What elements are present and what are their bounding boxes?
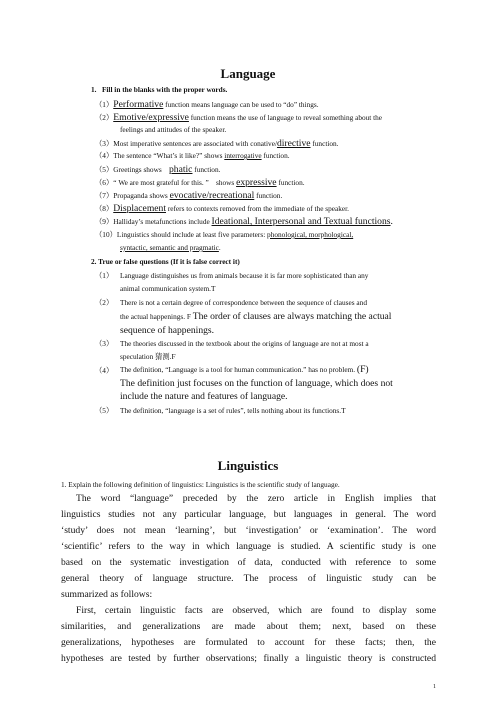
tf-item-3-line1: The theories discussed in the textbook about the origins of language are not at most a [120, 339, 369, 348]
para2-line-4: hypotheses are tested by further observations; finally a linguistic theory is constructed [61, 653, 436, 664]
fill-item-2: （2）Emotive/expressive function means the use of language to reveal something about the [95, 112, 383, 123]
tf-item-1-line2: animal communication system.T [120, 284, 216, 293]
tf-item-2-line2: the actual happenings. F The order of clauses are always matching the actual [120, 311, 392, 322]
fill-item-6: （6）“ We are most grateful for this. ” shows expressive function. [95, 177, 305, 188]
para1-line-1: The word “language” preceded by the zero article in English implies that [76, 493, 436, 504]
fill-item-3: （3）Most imperative sentences are associated with conative/directive function. [95, 138, 339, 149]
fill-item-7: （7）Propaganda shows evocative/recreational function. [95, 190, 283, 201]
tf-item-2-num: （2） [95, 298, 114, 307]
fill-item-1: （1）Performative function means language can be used to “do” things. [95, 99, 319, 110]
q2-heading: 2. True or false questions (If it is false correct it) [91, 257, 240, 266]
para2-line-2: similarities, and generalizations are made about them; next, based on these [61, 621, 436, 632]
tf-item-4-line1: The definition, “Language is a tool for human communication.” has no problem. (F) [120, 364, 369, 375]
para2-line-1: First, certain linguistic facts are observed, which are found to display some [76, 605, 436, 616]
fill-item-2-cont: feelings and attitudes of the speaker. [120, 125, 227, 134]
tf-item-5-num: （5） [95, 406, 114, 415]
page-number: 1 [433, 684, 436, 690]
tf-item-4-line2: The definition just focuses on the function of language, which does not [120, 378, 393, 389]
para1-line-2: linguistics studies not any particular language, but languages in general. The word [61, 509, 436, 520]
q1-heading: 1. Fill in the blanks with the proper words. [91, 85, 228, 94]
fill-item-5: （5）Greetings shows phatic function. [95, 164, 221, 175]
para2-line-3: generalizations, hypotheses are formulated to account for these facts; then, the [61, 637, 436, 648]
tf-item-2-line1: There is not a certain degree of correspondence between the sequence of clauses and [120, 298, 367, 307]
linguistics-question-1: 1. Explain the following definition of linguistics: Linguistics is the scientific study of language. [61, 480, 340, 489]
tf-item-2-line3: sequence of happenings. [120, 325, 215, 336]
para1-line-4: ‘scientific’ refers to the way in which language is studied. A scientific study is one [61, 541, 436, 552]
tf-item-4-num: （4） [95, 366, 114, 375]
tf-item-3-line2: speculation 猜测.F [120, 352, 176, 361]
fill-item-9: （9）Halliday’s metafunctions include Ideational, Interpersonal and Textual functions. [95, 216, 393, 227]
section-title-language: Language [220, 66, 276, 81]
para1-line-3: ‘study’ does not mean ‘learning’, but ‘investigation’ or ‘examination’. The word [61, 525, 436, 536]
fill-item-10: （10）Linguistics should include at least five parameters: phonological, morphological, [95, 230, 354, 239]
tf-item-1-line1: Language distinguishes us from animals because it is far more sophisticated than any [120, 271, 369, 280]
fill-item-8: （8）Displacement refers to contexts removed from the immediate of the speaker. [95, 203, 349, 214]
para1-line-6: general theory of language structure. The process of linguistic study can be [61, 573, 436, 584]
section-title-linguistics: Linguistics [217, 458, 279, 473]
tf-item-1-num: （1） [95, 271, 114, 280]
tf-item-3-num: （3） [95, 339, 114, 348]
tf-item-5-line1: The definition, “language is a set of rules”, tells nothing about its functions.T [120, 406, 346, 415]
para1-line-7: summarized as follows: [61, 589, 153, 600]
para1-line-5: based on the systematic investigation of data, conducted with reference to some [61, 557, 436, 568]
tf-item-4-line3: include the nature and features of language. [120, 391, 288, 402]
fill-item-10-cont: syntactic, semantic and pragmatic. [120, 243, 221, 252]
fill-item-4: （4）The sentence “What’s it like?” shows interrogative function. [95, 151, 290, 160]
